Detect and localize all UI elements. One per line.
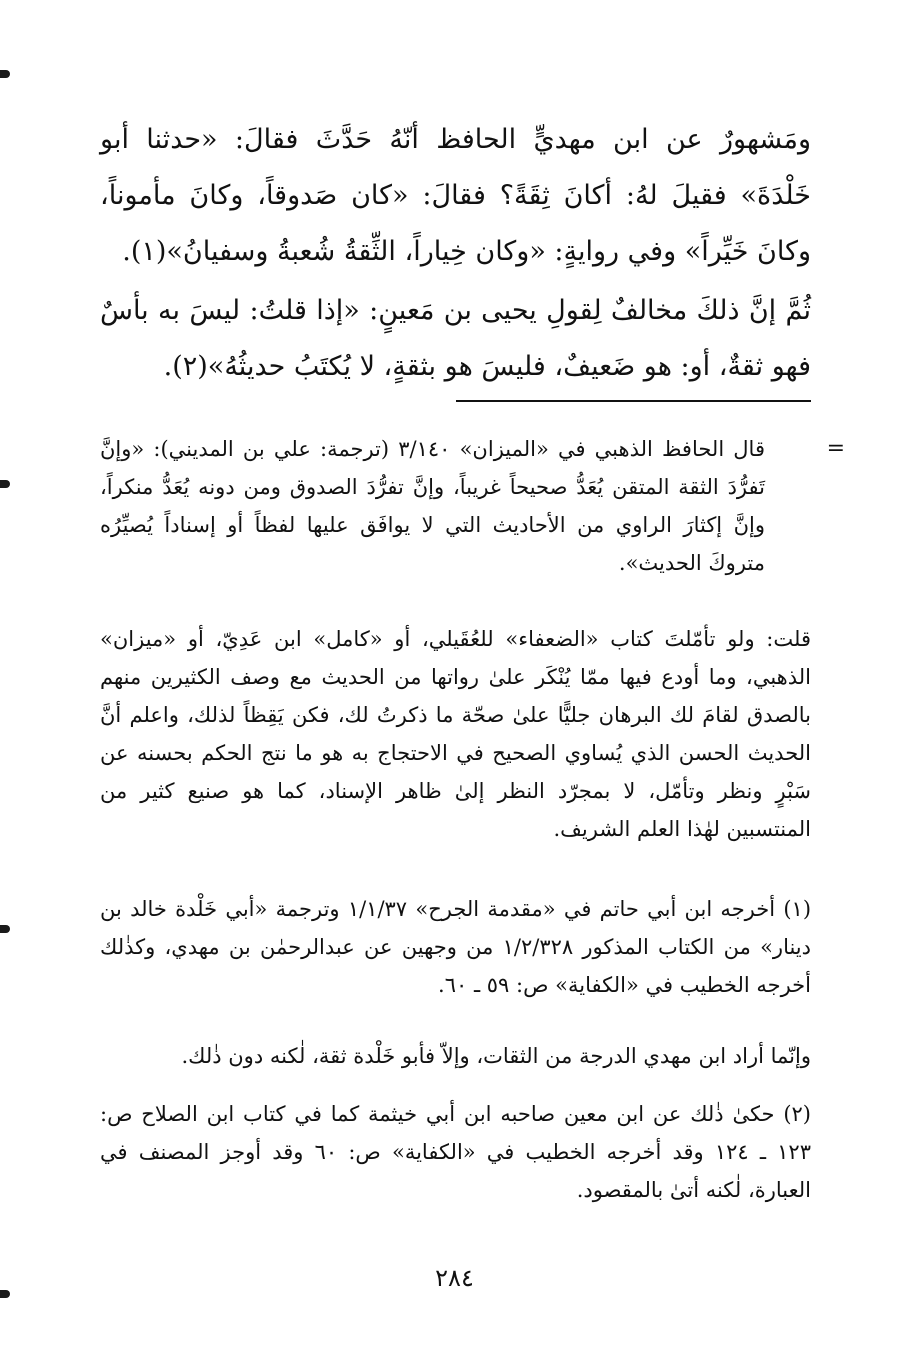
- footnote-commentary: قلت: ولو تأمّلتَ كتاب «الضعفاء» للعُقَيلي، أو «كامل» ابن عَدِيّ، أو «ميزان» الذهبي، وما أودع فيها ممّا يُنْكَر علىٰ رواتها من الحديث مع وصف الكثيرين منهم بالصدق لقامَ لك البرهان جليًّا علىٰ صحّة ما ذكرتُ لك، فكن يَقِظاً لذلك، واعلم أنَّ الحديث الحسن الذي يُساوي الصحيح في الاحتجاج به هو ما نتج الحكم بحسنه عن سَبْرٍ ونظر وتأمّل، لا بمجرّد النظر إلىٰ ظاهر الإسناد، كما هو صنيع كثير من المنتسبين لهٰذا العلم الشريف.: [100, 627, 811, 841]
- continuation-mark: =: [826, 436, 845, 461]
- footnote-1-text: (١) أخرجه ابن أبي حاتم في «مقدمة الجرح» ١/١/٣٧ وترجمة «أبي خَلْدة خالد بن دينار» من الكتاب المذكور ١/٢/٣٢٨ من وجهين عن عبدالرحمٰن بن مهدي، وكذٰلك أخرجه الخطيب في «الكفاية» ص: ٥٩ ـ ٦٠.: [100, 897, 812, 997]
- footnote-separator: [456, 400, 811, 402]
- scan-margin-mark: [0, 925, 10, 933]
- page-number: ٢٨٤: [435, 1264, 474, 1292]
- main-paragraph-2: ثُمَّ إنَّ ذلكَ مخالفٌ لِقولِ يحيى بن مَعينٍ: «إذا قلتُ: ليسَ به بأسٌ فهو ثقةٌ، أو: هو ضَعيفٌ، فليسَ هو بثقةٍ، لا يُكتَبُ حديثُهُ»(٢).: [100, 295, 811, 382]
- main-paragraph-1: ومَشهورٌ عن ابن مهديٍّ الحافظ أنّهُ حَدَّثَ فقالَ: «حدثنا أبو خَلْدَةَ» فقيلَ لهُ: أكانَ ثِقَةً؟ فقالَ: «كان صَدوقاً، وكانَ مأموناً، وكانَ خَيِّراً» وفي روايةٍ: «وكان خِياراً، الثِّقةُ شُعبةُ وسفيانُ»(١).: [100, 124, 811, 267]
- scan-margin-mark: [0, 70, 10, 78]
- footnote-2: (٢) حكىٰ ذٰلك عن ابن معين صاحبه ابن أبي خيثمة كما في كتاب ابن الصلاح ص: ١٢٣ ـ ١٢٤ وقد أخرجه الخطيب في «الكفاية» ص: ٦٠ وقد أوجز المصنف في العبارة، لٰكنه أتىٰ بالمقصود.: [100, 1102, 811, 1202]
- footnote-continuation: [100, 430, 845, 582]
- footnote-1-remark: وإنّما أراد ابن مهدي الدرجة من الثقات، وإلاّ فأبو خَلْدة ثقة، لٰكنه دون ذٰلك.: [181, 1044, 811, 1068]
- footnote-1: [100, 890, 811, 1004]
- scan-margin-mark: [0, 480, 10, 488]
- footnote-continuation-text: قال الحافظ الذهبي في «الميزان» ٣/١٤٠ (ترجمة: علي بن المديني): «وإنَّ تَفرُّدَ الثقة المتقن يُعَدُّ صحيحاً غريباً، وإنَّ تفرُّدَ الصدوق ومن دونه يُعَدُّ منكراً، وإنَّ إكثارَ الراوي من الأحاديث التي لا يوافَق عليها لفظاً أو إسناداً يُصيِّرُه متروكَ الحديث».: [100, 437, 765, 575]
